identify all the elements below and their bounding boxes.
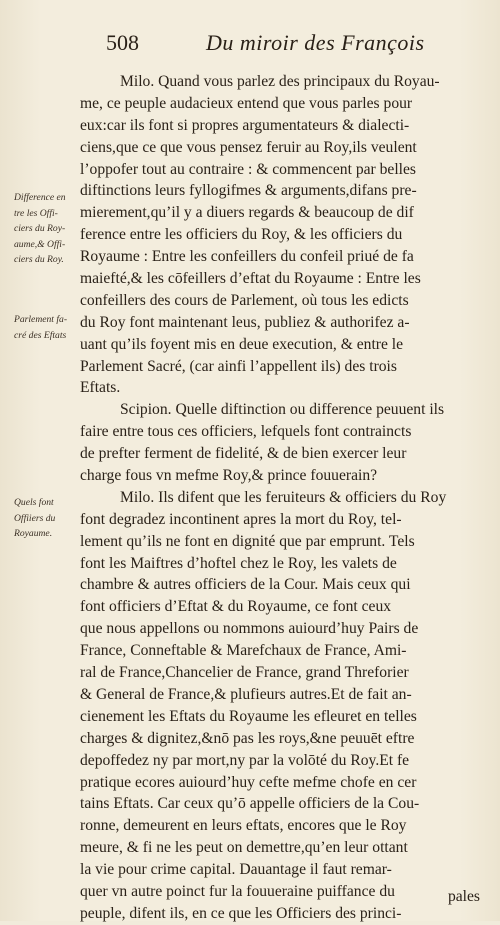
text-line: pratique ecores auiourd’huy cefte mefme chofe en cer — [80, 773, 417, 791]
text-line: mierement,qu’il y a diuers regards & beaucoup de dif — [80, 204, 414, 222]
text-line: de prefter ferment de fidelité, & de bien exercer leur — [80, 445, 407, 463]
margin-note-line: Royaume. — [14, 528, 53, 539]
margin-note-line: cré des Eftats — [14, 329, 67, 341]
text-line: Scipion. Quelle diftinction ou difference peuuent ils — [120, 401, 445, 419]
page-header — [98, 30, 468, 60]
text-line: & General de France,& plufieurs autres.Et de fait an- — [80, 685, 412, 703]
text-line: maiefté,& les cōfeillers d’eftat du Royaume : Entre les — [80, 270, 421, 288]
text-line: faire entre tous ces officiers, lefquels font contraincts — [80, 423, 412, 441]
main-text-block — [80, 71, 481, 925]
catchword: pales — [447, 888, 480, 905]
text-line: font officiers d’Eftat & du Royaume, ce font ceux — [80, 598, 392, 616]
text-line: l’oppofer tout au contraire : & commencent par belles — [80, 160, 417, 178]
text-line: ciens,que ce que vous pensez feruir au Roy,ils veulent — [80, 138, 417, 156]
margin-note-difference — [14, 190, 106, 268]
text-line: font degradez incontinent apres la mort du Roy, tel- — [80, 510, 402, 528]
text-line: uant qu’ils foyent mis en deue execution, & entre le — [80, 335, 404, 353]
margin-note-officiers — [14, 495, 106, 542]
text-line: confeillers des cours de Parlement, où tous les edicts — [80, 291, 409, 309]
text-line: Milo. Ils difent que les feruiteurs & officiers du Roy — [120, 488, 447, 506]
text-line: la vie pour crime capital. Dauantage il faut remar- — [80, 861, 392, 879]
margin-note-line: ciers du Roy. — [14, 254, 64, 265]
margin-note-line: tre les Offi- — [14, 207, 58, 219]
margin-note-line: Parlement fa- — [14, 314, 68, 325]
text-line: peuple, difent ils, en ce que les Officiers des princi- — [80, 904, 402, 922]
text-line: quer vn autre poinct fur la fouueraine puiffance du — [80, 882, 395, 900]
text-line: Parlement Sacré, (car ainfi l’appellent ils) des trois — [80, 357, 397, 375]
text-line: charges & dignitez,&nō pas les roys,&ne peuuēt eftre — [80, 729, 415, 747]
text-line: cienement les Eftats du Royaume les efleuret en telles — [80, 707, 417, 725]
text-line: eux:car ils font si propres argumentateurs & dialecti- — [80, 116, 410, 134]
text-line: me, ce peuple audacieux entend que vous parles pour — [80, 94, 413, 112]
text-line: France, Conneftable & Marefchaux de France, Ami- — [80, 642, 407, 660]
text-line: que nous appellons ou nommons auiourd’huy Pairs de — [80, 620, 419, 638]
margin-note-line: Offiiers du — [14, 512, 56, 524]
text-line: Royaume : Entre les confeillers du confeil priué de fa — [80, 248, 414, 266]
text-line: meure, & fi ne les peut on demettre,qu’en leur ottant — [80, 839, 408, 857]
running-title: Du miroir des François — [206, 30, 425, 55]
margin-note-line: Difference en — [14, 192, 66, 203]
text-line: ference entre les officiers du Roy, & les officiers du — [80, 226, 403, 244]
text-line: ral de France,Chancelier de France, grand Threforier — [80, 664, 409, 682]
text-line: diftinctions leurs fyllogifmes & arguments,difans pre- — [80, 182, 417, 200]
text-line: du Roy font maintenant leus, publiez & authorifez a- — [80, 313, 410, 331]
margin-note-line: Quels font — [14, 497, 54, 508]
margin-note-parlement — [14, 312, 106, 343]
text-line: lement qu’ils ne font en dignité que par emprunt. Tels — [80, 532, 415, 550]
text-line: chambre & autres officiers de la Cour. Mais ceux qui — [80, 576, 411, 594]
text-line: font les Maiftres d’hoftel chez le Roy, les valets de — [80, 554, 397, 572]
page-number: 508 — [106, 30, 139, 55]
margin-note-line: aume,& Offi- — [14, 238, 66, 250]
text-line: ronne, demeurent en leurs eftats, encores que le Roy — [80, 817, 407, 835]
text-line: Eftats. — [80, 379, 121, 397]
text-line: charge fous vn mefme Roy,& prince fouuerain? — [80, 467, 378, 485]
text-line: tains Eftats. Car ceux qu’ō appelle officiers de la Cou- — [80, 795, 420, 813]
margin-note-line: ciers du Roy- — [14, 223, 66, 234]
text-line: Milo. Quand vous parlez des principaux du Royau- — [120, 73, 440, 90]
text-line: depoffedez ny par mort,ny par la volōté du Roy.Et fe — [80, 751, 410, 769]
